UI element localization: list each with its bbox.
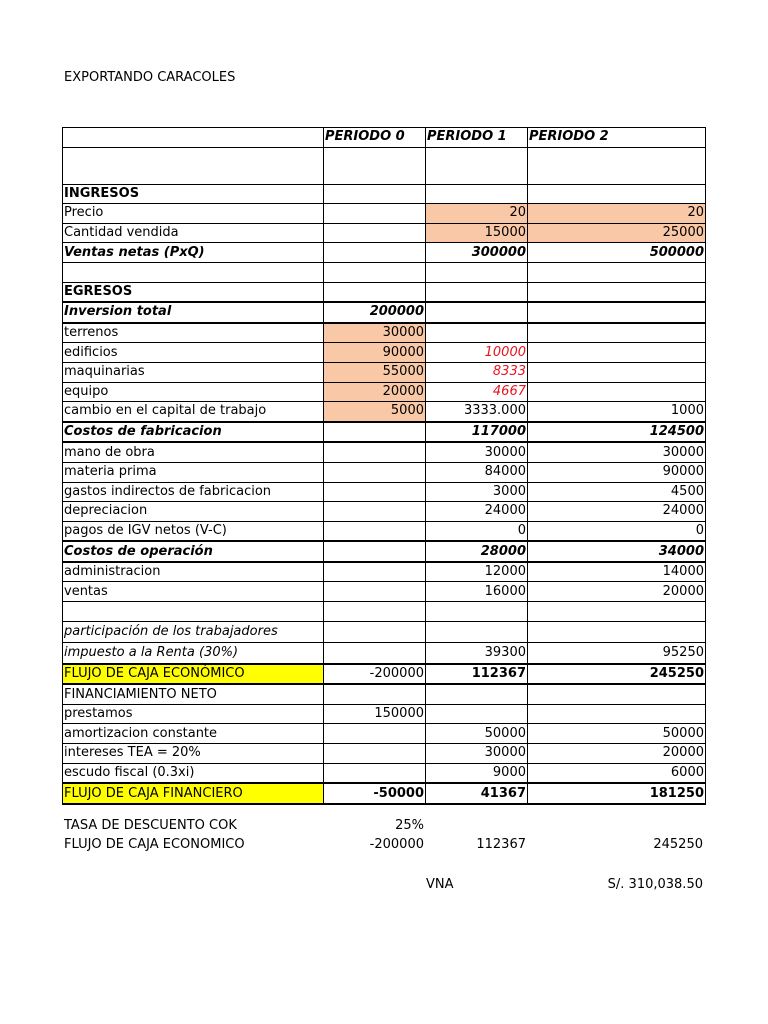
cell-p1[interactable]: 0	[426, 521, 528, 541]
cell[interactable]	[426, 282, 528, 302]
cell[interactable]	[324, 621, 426, 642]
flujo-label: FLUJO DE CAJA ECONOMICO	[64, 837, 245, 852]
row-label[interactable]: Ventas netas (PxQ)	[63, 243, 324, 263]
row-label[interactable]: materia prima	[63, 462, 324, 482]
cell[interactable]	[528, 602, 706, 622]
row-label[interactable]: escudo fiscal (0.3xi)	[63, 763, 324, 783]
cell-p0[interactable]	[324, 204, 426, 224]
cell-p2[interactable]	[528, 323, 706, 343]
cell-p2[interactable]	[528, 362, 706, 382]
cell-p1[interactable]: 4667	[426, 382, 528, 402]
cell-p2[interactable]: 50000	[528, 724, 706, 744]
cell[interactable]	[324, 282, 426, 302]
row-label[interactable]: Cantidad vendida	[63, 223, 324, 243]
vna-label: VNA	[426, 877, 454, 892]
cash-flow-table	[62, 127, 706, 805]
row-precio	[63, 204, 706, 224]
cell-p2[interactable]: 25000	[528, 223, 706, 243]
row-label[interactable]: Precio	[63, 204, 324, 224]
cell-p0[interactable]: 20000	[324, 382, 426, 402]
row-label[interactable]: administracion	[63, 562, 324, 582]
row-participacion	[63, 621, 706, 642]
cell-p0[interactable]	[324, 763, 426, 783]
cell-p0[interactable]: 30000	[324, 323, 426, 343]
cell-p1[interactable]: 28000	[426, 541, 528, 562]
cell[interactable]	[426, 184, 528, 204]
cell-p0[interactable]	[324, 744, 426, 764]
cell[interactable]	[324, 262, 426, 282]
row-label[interactable]: edificios	[63, 343, 324, 363]
cell-p1[interactable]: 9000	[426, 763, 528, 783]
row-label[interactable]: Costos de fabricacion	[63, 422, 324, 443]
cell[interactable]	[426, 262, 528, 282]
row-cantidad	[63, 223, 706, 243]
header-cell[interactable]	[63, 128, 324, 148]
row-costos-fabricacion	[63, 422, 706, 443]
row-prestamos	[63, 704, 706, 724]
section-label[interactable]: EGRESOS	[63, 282, 324, 302]
row-impuesto-renta	[63, 642, 706, 664]
cell-p2[interactable]: 20	[528, 204, 706, 224]
row-gastos-indirectos	[63, 482, 706, 502]
row-label[interactable]: Inversion total	[63, 302, 324, 323]
row-inversion-total	[63, 302, 706, 323]
cell-p2[interactable]: 24000	[528, 502, 706, 522]
cell-p1[interactable]	[426, 302, 528, 323]
cell-p2[interactable]: 245250	[528, 664, 706, 685]
cell-p0[interactable]	[324, 223, 426, 243]
cell-p2[interactable]: 90000	[528, 462, 706, 482]
cell-p0[interactable]	[324, 521, 426, 541]
cell-p0[interactable]	[324, 642, 426, 664]
cell[interactable]	[426, 602, 528, 622]
cell-p1[interactable]: 10000	[426, 343, 528, 363]
cell-p2[interactable]: 500000	[528, 243, 706, 263]
cell-p0[interactable]	[324, 462, 426, 482]
row-mano-obra	[63, 442, 706, 462]
row-label[interactable]: depreciacion	[63, 502, 324, 522]
cell-p0[interactable]: 150000	[324, 704, 426, 724]
row-maquinarias	[63, 362, 706, 382]
row-financiamiento	[63, 684, 706, 704]
flujo-p1: 112367	[476, 837, 526, 852]
cell-p2[interactable]: 20000	[528, 744, 706, 764]
row-label[interactable]: participación de los trabajadores	[63, 621, 324, 642]
cell[interactable]	[324, 684, 426, 704]
cell-p1[interactable]: 112367	[426, 664, 528, 685]
row-edificios	[63, 343, 706, 363]
cell-p0[interactable]	[324, 582, 426, 602]
header-periodo-0[interactable]: PERIODO 0	[324, 128, 426, 148]
cell-p1[interactable]: 20	[426, 204, 528, 224]
row-equipo	[63, 382, 706, 402]
blank-row	[63, 262, 706, 282]
row-egresos	[63, 282, 706, 302]
cell-p0[interactable]: -50000	[324, 783, 426, 804]
cell-p0[interactable]	[324, 243, 426, 263]
cell-p2[interactable]: 34000	[528, 541, 706, 562]
row-label[interactable]: intereses TEA = 20%	[63, 744, 324, 764]
row-capital-trabajo	[63, 402, 706, 422]
row-label[interactable]: cambio en el capital de trabajo	[63, 402, 324, 422]
row-flujo-economico	[63, 664, 706, 685]
section-label[interactable]: FINANCIAMIENTO NETO	[63, 684, 324, 704]
cell-p2[interactable]	[528, 302, 706, 323]
cell-p1[interactable]: 3000	[426, 482, 528, 502]
row-label[interactable]: mano de obra	[63, 442, 324, 462]
cell-p0[interactable]	[324, 724, 426, 744]
sheet-title: EXPORTANDO CARACOLES	[64, 70, 236, 85]
row-administracion	[63, 562, 706, 582]
cell-p1[interactable]: 30000	[426, 744, 528, 764]
cell[interactable]	[426, 684, 528, 704]
header-row	[63, 128, 706, 148]
row-igv	[63, 521, 706, 541]
cell-p0[interactable]: 90000	[324, 343, 426, 363]
cell-p0[interactable]	[324, 442, 426, 462]
row-label[interactable]: FLUJO DE CAJA ECONÓMICO	[63, 664, 324, 685]
cell[interactable]	[426, 147, 528, 184]
row-label[interactable]: maquinarias	[63, 362, 324, 382]
cell[interactable]	[528, 282, 706, 302]
cell-p2[interactable]: 95250	[528, 642, 706, 664]
cell-p1[interactable]: 12000	[426, 562, 528, 582]
row-label[interactable]: gastos indirectos de fabricacion	[63, 482, 324, 502]
cell-p1[interactable]: 41367	[426, 783, 528, 804]
row-label[interactable]: impuesto a la Renta (30%)	[63, 642, 324, 664]
cell-p0[interactable]	[324, 482, 426, 502]
cell-p2[interactable]	[528, 382, 706, 402]
cell[interactable]	[63, 602, 324, 622]
cell[interactable]	[528, 684, 706, 704]
cell-p1[interactable]: 15000	[426, 223, 528, 243]
row-escudo-fiscal	[63, 763, 706, 783]
cell-p2[interactable]: 124500	[528, 422, 706, 443]
flujo-p2: 245250	[653, 837, 703, 852]
cell[interactable]	[426, 621, 528, 642]
row-ventas-netas	[63, 243, 706, 263]
cell-p2[interactable]	[528, 704, 706, 724]
cell-p1[interactable]: 8333	[426, 362, 528, 382]
cell-p2[interactable]: 30000	[528, 442, 706, 462]
blank-row	[63, 147, 706, 184]
cell-p0[interactable]: 55000	[324, 362, 426, 382]
cell-p2[interactable]	[528, 343, 706, 363]
cell[interactable]	[528, 262, 706, 282]
blank-row	[63, 602, 706, 622]
cell-p1[interactable]: 300000	[426, 243, 528, 263]
row-flujo-financiero	[63, 783, 706, 804]
row-label[interactable]: FLUJO DE CAJA FINANCIERO	[63, 783, 324, 804]
cell-p2[interactable]: 0	[528, 521, 706, 541]
tasa-value: 25%	[395, 818, 424, 833]
tasa-label: TASA DE DESCUENTO COK	[64, 818, 237, 833]
cell-p0[interactable]	[324, 541, 426, 562]
header-periodo-1[interactable]: PERIODO 1	[426, 128, 528, 148]
row-label[interactable]: ventas	[63, 582, 324, 602]
section-label[interactable]: INGRESOS	[63, 184, 324, 204]
row-materia-prima	[63, 462, 706, 482]
cell-p0[interactable]: 200000	[324, 302, 426, 323]
row-terrenos	[63, 323, 706, 343]
row-amortizacion	[63, 724, 706, 744]
cell-p1[interactable]: 39300	[426, 642, 528, 664]
cell[interactable]	[324, 184, 426, 204]
cell[interactable]	[528, 621, 706, 642]
cell-p2[interactable]: 181250	[528, 783, 706, 804]
cell[interactable]	[63, 147, 324, 184]
flujo-p0: -200000	[369, 837, 424, 852]
cell-p0[interactable]: 5000	[324, 402, 426, 422]
cell[interactable]	[528, 147, 706, 184]
cell-p1[interactable]: 50000	[426, 724, 528, 744]
cell-p1[interactable]: 117000	[426, 422, 528, 443]
cell-p1[interactable]: 16000	[426, 582, 528, 602]
cell-p1[interactable]: 3333.000	[426, 402, 528, 422]
row-label[interactable]: terrenos	[63, 323, 324, 343]
cell[interactable]	[324, 147, 426, 184]
cell-p0[interactable]: -200000	[324, 664, 426, 685]
row-label[interactable]: prestamos	[63, 704, 324, 724]
vna-value: S/. 310,038.50	[607, 877, 703, 892]
cell-p2[interactable]: 1000	[528, 402, 706, 422]
cell-p0[interactable]	[324, 422, 426, 443]
row-ventas	[63, 582, 706, 602]
cell-p2[interactable]: 6000	[528, 763, 706, 783]
cell-p2[interactable]: 14000	[528, 562, 706, 582]
row-label[interactable]: amortizacion constante	[63, 724, 324, 744]
cell-p1[interactable]: 84000	[426, 462, 528, 482]
cell-p0[interactable]	[324, 562, 426, 582]
row-label[interactable]: equipo	[63, 382, 324, 402]
cell[interactable]	[63, 262, 324, 282]
row-label[interactable]: Costos de operación	[63, 541, 324, 562]
cell-p1[interactable]	[426, 704, 528, 724]
cell-p2[interactable]: 20000	[528, 582, 706, 602]
cell-p1[interactable]	[426, 323, 528, 343]
cell-p0[interactable]	[324, 502, 426, 522]
row-intereses	[63, 744, 706, 764]
row-ingresos	[63, 184, 706, 204]
row-depreciacion	[63, 502, 706, 522]
cell-p1[interactable]: 30000	[426, 442, 528, 462]
row-costos-operacion	[63, 541, 706, 562]
cell[interactable]	[528, 184, 706, 204]
header-periodo-2[interactable]: PERIODO 2	[528, 128, 706, 148]
cell[interactable]	[324, 602, 426, 622]
cell-p2[interactable]: 4500	[528, 482, 706, 502]
cell-p1[interactable]: 24000	[426, 502, 528, 522]
row-label[interactable]: pagos de IGV netos (V-C)	[63, 521, 324, 541]
